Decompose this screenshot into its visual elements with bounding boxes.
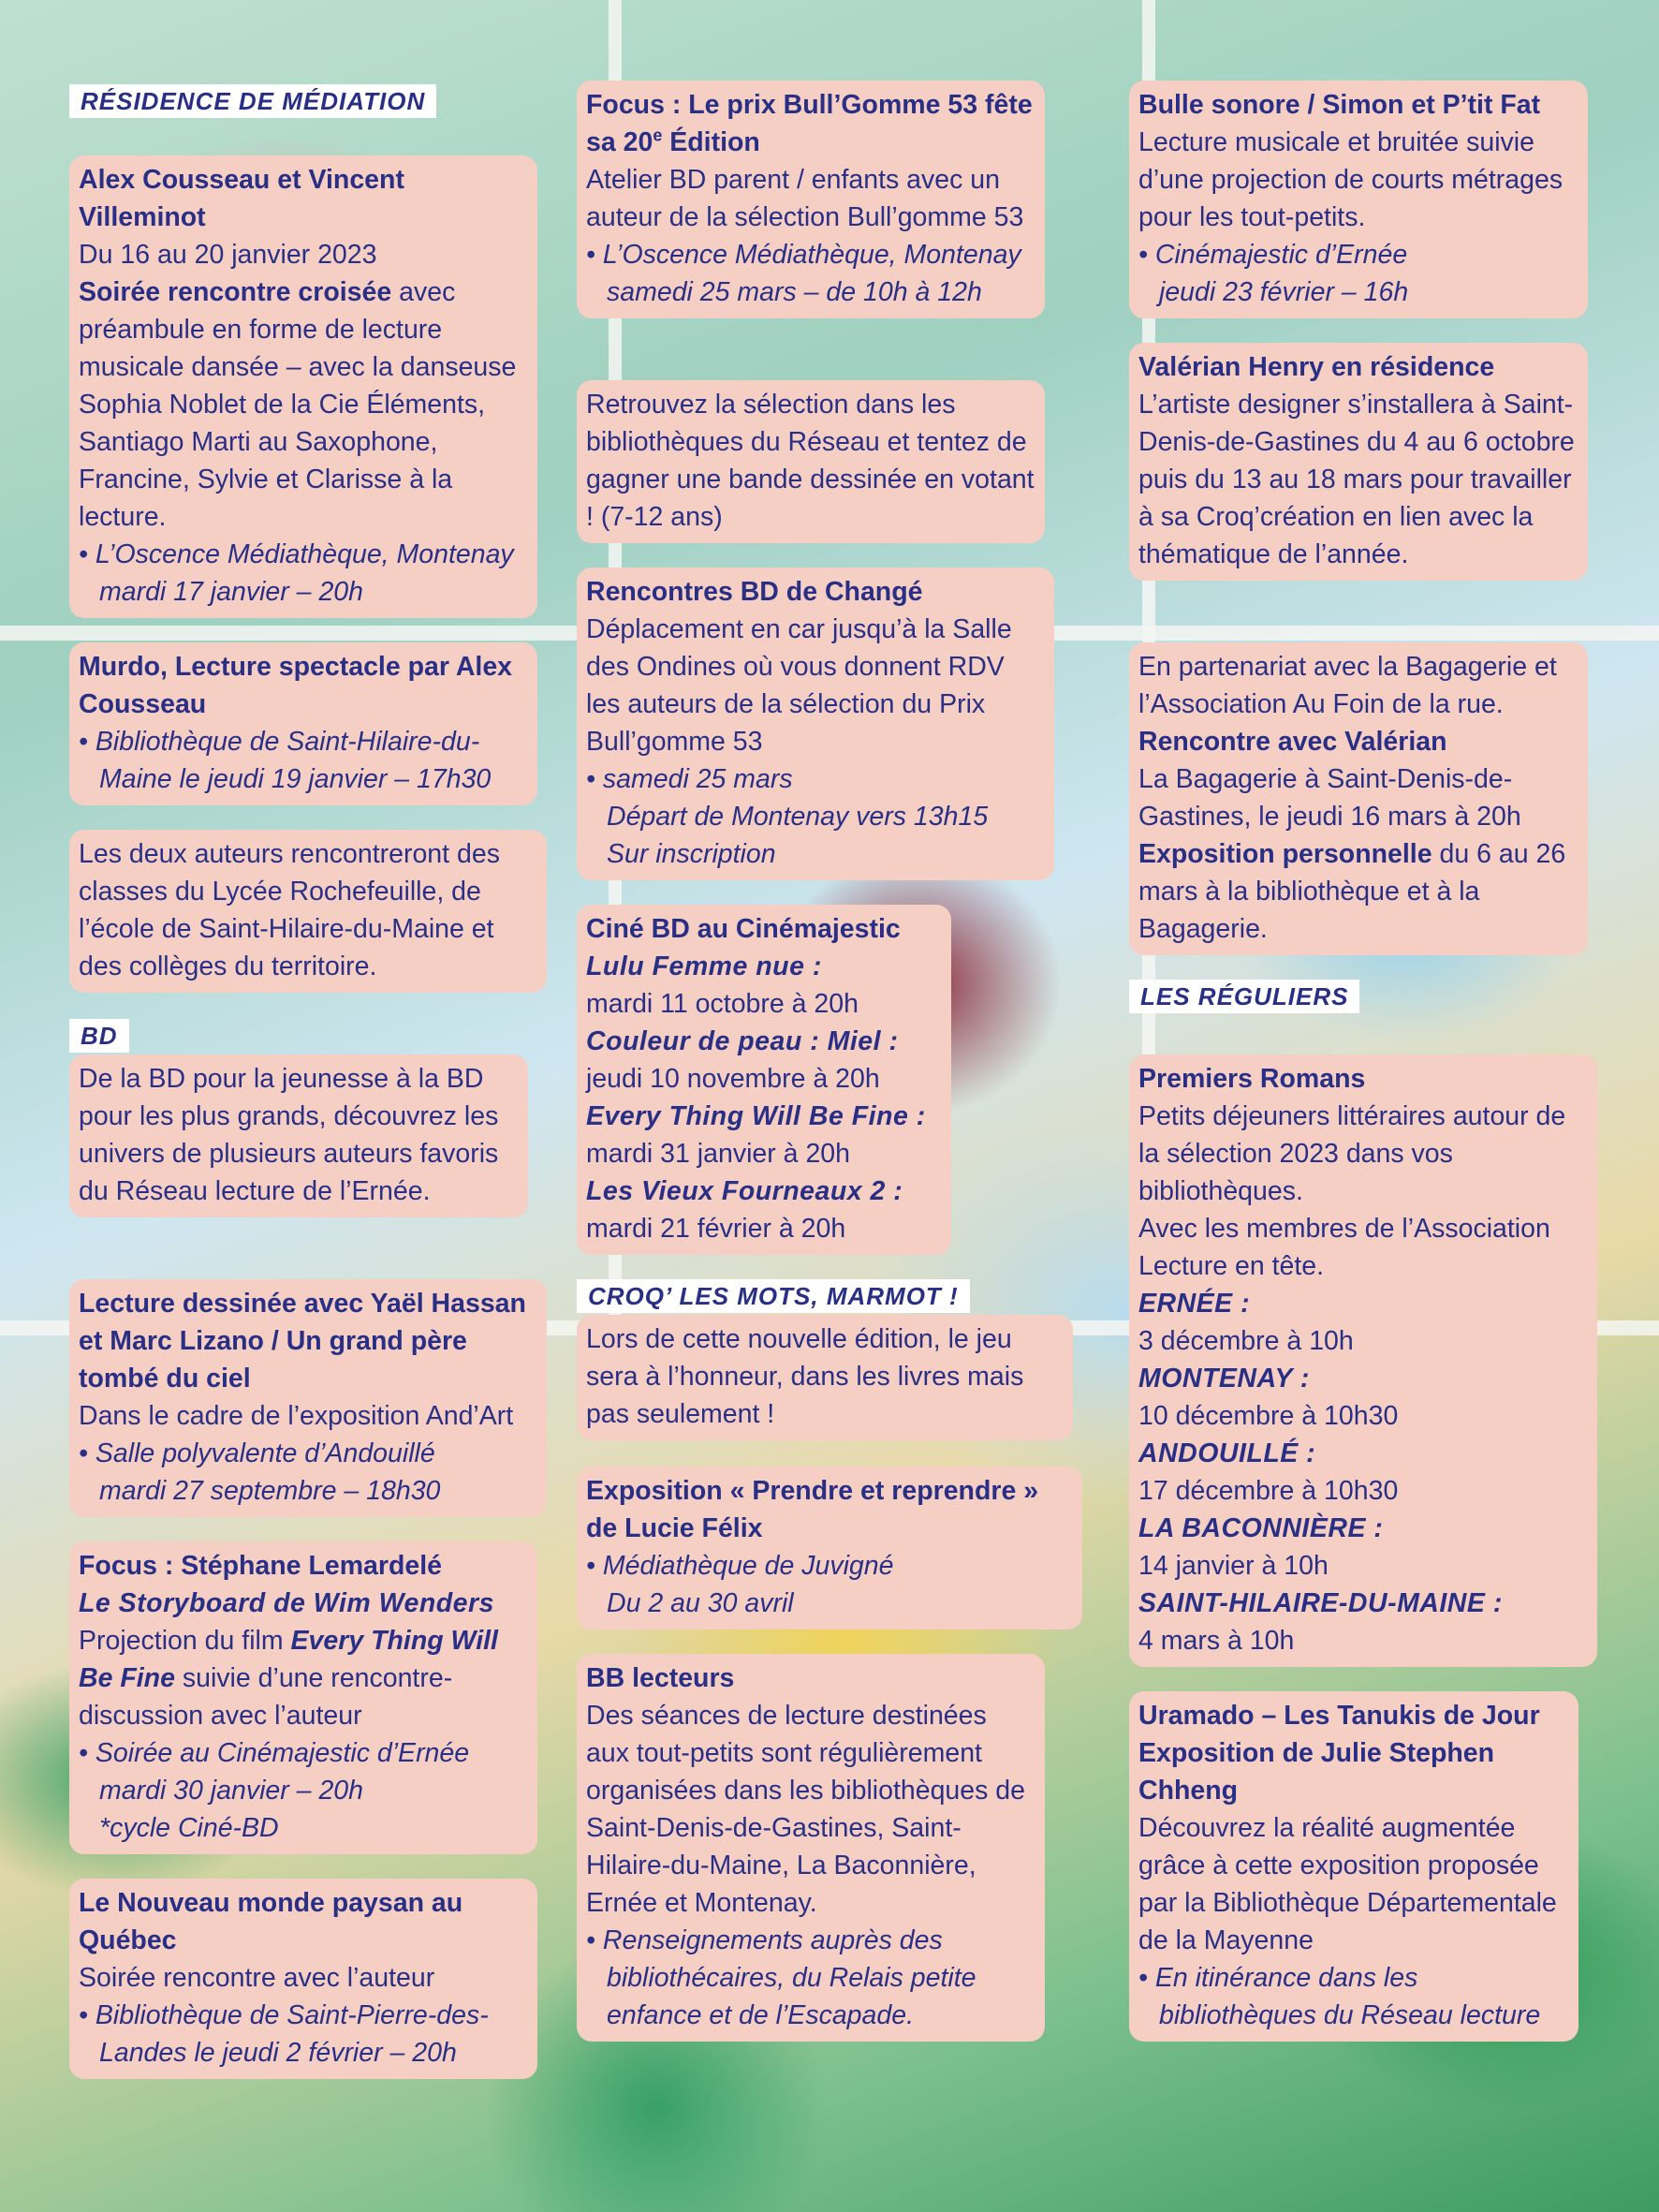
focus-stephane-when: mardi 30 janvier – 20h <box>99 1776 363 1806</box>
expo-personnelle-lead: Exposition personnelle <box>1138 839 1432 869</box>
exposition-lucie-title: Exposition « Prendre et reprendre » de Lucie Félix <box>586 1476 1039 1543</box>
valerian-body: L’artiste designer s’installera à Saint-Denis-de-Gastines du 4 au 6 octobre puis du 13 au 18 mars pour travailler à sa Croq’création en lien avec la thématique de l’année. <box>1138 390 1575 569</box>
alex-dates: Du 16 au 20 janvier 2023 <box>79 240 377 270</box>
premiers-romans-place: MONTENAY : <box>1138 1364 1310 1394</box>
focus-stephane-body-b: suivie d’une rencontre-discussion avec l’auteur <box>79 1663 453 1731</box>
partenariat-intro: En partenariat avec la Bagagerie et l’Association Au Foin de la rue. <box>1138 652 1557 719</box>
bulle-sonore-block <box>1129 81 1588 318</box>
cine-bd-date: mardi 21 février à 20h <box>586 1214 846 1244</box>
rencontre-valerian-title: Rencontre avec Valérian <box>1138 727 1447 757</box>
premiers-romans-date: 4 mars à 10h <box>1138 1626 1295 1656</box>
exposition-lucie-when: Du 2 au 30 avril <box>607 1588 794 1618</box>
nouveau-monde-title: Le Nouveau monde paysan au Québec <box>79 1888 463 1955</box>
croq-tag: CROQ’ LES MOTS, MARMOT ! <box>577 1279 970 1313</box>
bb-lecteurs-block <box>577 1654 1045 2042</box>
focus-stephane-body-a: Projection du film <box>79 1626 291 1656</box>
bulle-sonore-title: Bulle sonore / Simon et P’tit Fat <box>1138 90 1541 120</box>
uramado-body: Découvrez la réalité augmentée grâce à cette exposition proposée par la Bibliothèque Départementale de la Mayenne <box>1138 1813 1557 1955</box>
retrouvez-text: Retrouvez la sélection dans les bibliothèques du Réseau et tentez de gagner une bande dessinée en votant ! (7-12 ans) <box>586 390 1035 532</box>
focus-stephane-title: Focus : Stéphane Lemardelé <box>79 1551 443 1581</box>
nouveau-monde-body: Soirée rencontre avec l’auteur <box>79 1963 435 1993</box>
focus-prix-place: • L’Oscence Médiathèque, Montenay <box>586 240 1021 270</box>
alex-lead: Soirée rencontre croisée <box>79 277 392 307</box>
cine-bd-date: jeudi 10 novembre à 20h <box>586 1064 880 1094</box>
focus-stephane-note: *cycle Ciné-BD <box>99 1813 279 1843</box>
alex-body: avec préambule en forme de lecture musicale dansée – avec la danseuse Sophia Noblet de la Cie Éléments, Santiago Marti au Saxophone, Francine, Sylvie et Clarisse à la lecture. <box>79 277 517 532</box>
croq-text: Lors de cette nouvelle édition, le jeu sera à l’honneur, dans les livres mais pas seulement ! <box>586 1324 1024 1429</box>
premiers-romans-body: Petits déjeuners littéraires autour de la sélection 2023 dans vos bibliothèques. <box>1138 1101 1566 1206</box>
cine-bd-date: mardi 31 janvier à 20h <box>586 1139 850 1169</box>
rencontres-change-block <box>577 568 1054 880</box>
premiers-romans-date: 3 décembre à 10h <box>1138 1326 1354 1356</box>
valerian-block <box>1129 343 1588 581</box>
focus-prix-block <box>577 81 1045 318</box>
nouveau-monde-place: • Bibliothèque de Saint-Pierre-des-Landes le jeudi 2 février – 20h <box>79 2000 489 2068</box>
cine-bd-film: Every Thing Will Be Fine : <box>586 1101 926 1131</box>
bd-block <box>69 1054 528 1217</box>
alex-when: mardi 17 janvier – 20h <box>99 577 363 607</box>
nouveau-monde-block <box>69 1879 537 2079</box>
alex-place: • L’Oscence Médiathèque, Montenay <box>79 539 514 569</box>
focus-prix-title: Focus : Le prix Bull’Gomme 53 fête sa 20e Édition <box>586 90 1033 157</box>
premiers-romans-body2: Avec les membres de l’Association Lecture en tête. <box>1138 1214 1550 1281</box>
bb-lecteurs-place: • Renseignements auprès des bibliothécaires, du Relais petite enfance et de l’Escapade. <box>586 1925 976 2030</box>
rencontre-valerian-body: La Bagagerie à Saint-Denis-de-Gastines, le jeudi 16 mars à 20h <box>1138 764 1521 832</box>
bb-lecteurs-body: Des séances de lecture destinées aux tout-petits sont régulièrement organisées dans les bibliothèques de Saint-Denis-de-Gastines, Saint-Hilaire-du-Maine, La Baconnière, Ernée et Montenay. <box>586 1701 1025 1918</box>
premiers-romans-block <box>1129 1054 1597 1667</box>
alex-cousseau-block <box>69 155 537 618</box>
premiers-romans-place: ANDOUILLÉ : <box>1138 1438 1316 1468</box>
rencontres-change-body: Déplacement en car jusqu’à la Salle des Ondines où vous donnent RDV les auteurs de la sélection du Prix Bull’gomme 53 <box>586 614 1012 757</box>
exposition-lucie-block <box>577 1467 1082 1630</box>
focus-stephane-film: Every Thing Will Be Fine <box>79 1626 498 1693</box>
focus-stephane-subtitle: Le Storyboard de Wim Wenders <box>79 1588 494 1618</box>
premiers-romans-date: 14 janvier à 10h <box>1138 1551 1329 1581</box>
lecture-dessinee-block <box>69 1279 547 1517</box>
rencontres-change-inscription: Sur inscription <box>607 839 776 869</box>
bulle-sonore-body: Lecture musicale et bruitée suivie d’une projection de courts métrages pour les tout-petits. <box>1138 127 1564 232</box>
bulle-sonore-place: • Cinémajestic d’Ernée <box>1138 240 1408 270</box>
retrouvez-block <box>577 380 1045 543</box>
premiers-romans-place: LA BACONNIÈRE : <box>1138 1513 1384 1543</box>
premiers-romans-place: SAINT-HILAIRE-DU-MAINE : <box>1138 1588 1503 1618</box>
exposition-lucie-place: • Médiathèque de Juvigné <box>586 1551 894 1581</box>
murdo-title: Murdo, Lecture spectacle par Alex Cousseau <box>79 652 513 719</box>
lecture-dessinee-body: Dans le cadre de l’exposition And’Art <box>79 1401 514 1431</box>
bd-tag: BD <box>69 1019 129 1053</box>
uramado-title: Uramado – Les Tanukis de Jour Exposition de Julie Stephen Chheng <box>1138 1701 1540 1806</box>
premiers-romans-date: 10 décembre à 10h30 <box>1138 1401 1399 1431</box>
murdo-block <box>69 642 537 805</box>
focus-prix-body: Atelier BD parent / enfants avec un auteur de la sélection Bull’gomme 53 <box>586 165 1024 232</box>
premiers-romans-date: 17 décembre à 10h30 <box>1138 1476 1399 1506</box>
focus-prix-when: samedi 25 mars – de 10h à 12h <box>607 277 982 307</box>
lecture-dessinee-place: • Salle polyvalente d’Andouillé <box>79 1438 435 1468</box>
bb-lecteurs-title: BB lecteurs <box>586 1663 735 1693</box>
alex-title: Alex Cousseau et Vincent Villeminot <box>79 165 404 232</box>
premiers-romans-title: Premiers Romans <box>1138 1064 1366 1094</box>
expo-personnelle-body: du 6 au 26 mars à la bibliothèque et à la Bagagerie. <box>1138 839 1566 944</box>
cine-bd-date: mardi 11 octobre à 20h <box>586 989 859 1019</box>
valerian-title: Valérian Henry en résidence <box>1138 352 1495 382</box>
uramado-block <box>1129 1691 1578 2042</box>
lecture-dessinee-when: mardi 27 septembre – 18h30 <box>99 1476 441 1506</box>
cine-bd-film: Les Vieux Fourneaux 2 : <box>586 1176 903 1206</box>
lecture-dessinee-title: Lecture dessinée avec Yaël Hassan et Marc Lizano / Un grand père tombé du ciel <box>79 1289 526 1394</box>
murdo-place: • Bibliothèque de Saint-Hilaire-du-Maine le jeudi 19 janvier – 17h30 <box>79 727 492 794</box>
cine-bd-block <box>577 905 951 1255</box>
deux-auteurs-text: Les deux auteurs rencontreront des classes du Lycée Rochefeuille, de l’école de Saint-Hilaire-du-Maine et des collèges du territoire. <box>79 839 500 981</box>
uramado-place: • En itinérance dans les bibliothèques du Réseau lecture <box>1138 1963 1541 2030</box>
rencontres-change-place: • samedi 25 mars <box>586 764 793 794</box>
premiers-romans-place: ERNÉE : <box>1138 1289 1251 1319</box>
deux-auteurs-block <box>69 830 547 993</box>
croq-block <box>577 1315 1073 1440</box>
bulle-sonore-when: jeudi 23 février – 16h <box>1159 277 1409 307</box>
partenariat-block <box>1129 642 1588 955</box>
focus-stephane-block <box>69 1541 537 1854</box>
cine-bd-film: Lulu Femme nue : <box>586 951 822 981</box>
bd-text: De la BD pour la jeunesse à la BD pour les plus grands, découvrez les univers de plusieurs auteurs favoris du Réseau lecture de l’Ernée. <box>79 1064 499 1206</box>
rencontres-change-title: Rencontres BD de Changé <box>586 577 923 607</box>
focus-stephane-place: • Soirée au Cinémajestic d’Ernée <box>79 1738 470 1768</box>
cine-bd-title: Ciné BD au Cinémajestic <box>586 914 901 944</box>
rencontres-change-depart: Départ de Montenay vers 13h15 <box>607 802 989 832</box>
residence-tag: RÉSIDENCE DE MÉDIATION <box>69 84 436 118</box>
reguliers-tag: LES RÉGULIERS <box>1129 980 1359 1013</box>
cine-bd-film: Couleur de peau : Miel : <box>586 1026 899 1056</box>
